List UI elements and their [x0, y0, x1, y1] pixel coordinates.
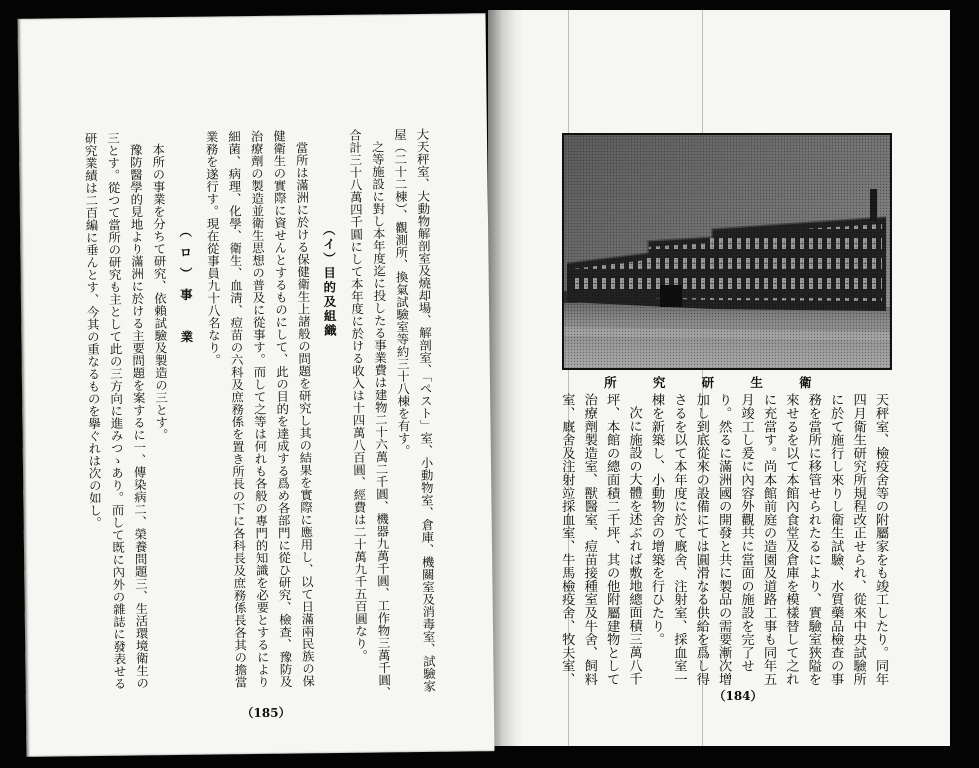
text-line: 月竣工し爰に內容外觀共に當面の施設を完了せ: [738, 393, 754, 673]
photo-caption-text: 衛生研究所: [604, 375, 848, 390]
photo-halftone: [564, 135, 890, 368]
text-line: 三とす。從つて當所の研究も主として此の三方向に進みつゝあり。而して既に內外の雜誌に發表せる: [105, 131, 128, 690]
text-line: 屋（二十二棟）、觀測所、換氣試驗室等約三十八棟を有す。: [392, 128, 412, 457]
text-line: 坪、本館の總面積二千坪、其の他附屬建物として: [604, 393, 620, 686]
section-heading: （ロ）事 業: [177, 224, 195, 352]
text-line: さるを以て本年度に於て廐舍、注射室、採血室一: [671, 393, 687, 686]
text-line: 合計三十八萬四千圓にして本年度に於ける收入は十四萬八百圓、經費は二十萬九千五百圓なり。: [347, 128, 369, 663]
text-line: 加し到底從來の設備にては圓滑なる供給を爲し得: [693, 393, 709, 686]
page-number: （184）: [713, 689, 763, 703]
section-heading: （イ）目的及組織: [321, 223, 338, 339]
text-line: 治療劑製造室、獸醫室、痘苗接種室及牛舍、飼料: [581, 393, 597, 686]
gutter-shadow: [488, 10, 524, 746]
text-line: 豫防醫學的見地より滿洲に於ける主要問題を案するに一、傳染病二、榮養問題三、生活環境衛生の: [128, 143, 150, 690]
text-line: 室、廐舍及注射竝採血室、牛馬檢疫舍、牧夫室、: [559, 393, 575, 686]
text-line: 四月衛生研究所規程改正せられ、從來中央試驗所: [850, 393, 866, 686]
text-line: に充當す。尚本館前庭の造園及道路工事も同年五: [760, 393, 776, 686]
text-line: に於て施行し來りし衛生試驗、水質藥品檢查の事: [828, 393, 844, 686]
text-line: り。然るに滿洲國の開發と共に製品の需要漸次增: [716, 393, 732, 686]
text-line: 當所は滿洲に於ける保健衛生上諸般の問題を研究し其の結果を實際に應用し、以て日滿兩民族の保: [294, 141, 316, 688]
text-line: 大天秤室、大動物解剖室及燒却場、解剖室、「ペスト」室、小動物室、倉庫、機關室及消毒室、試驗家: [414, 127, 437, 693]
building-photo: [562, 133, 892, 370]
text-line: 天秤室、檢疫舍等の附屬家をも竣工したり。同年: [873, 393, 888, 686]
text-line: 之等施設に對し本年度迄に投したる事業費は建物二十六萬二千圓、機器九萬千圓、工作物三萬千圓、: [370, 140, 392, 699]
body-text-185: [78, 128, 440, 706]
text-line: 治療劑の製造並衛生思想の普及に從事す。而して之等は何れも各般の專門的知識を必要とするにより: [248, 129, 271, 689]
text-line: 業務を遂行す。現在從事員九十八名なり。: [203, 130, 222, 367]
body-text-184: [555, 393, 891, 689]
text-line: 本所の事業を分ちて研究、依賴試驗及製造の三とす。: [150, 143, 170, 442]
photo-caption: [562, 376, 890, 390]
text-line: 棟を新築し、小動物舍の增築を行ひたり。: [648, 393, 664, 646]
text-line: 細菌、病理、化學、衛生、血淸、痘苗の六科及庶務係を置き所長の下に各科長及庶務係長各其の擔當: [226, 130, 249, 689]
page-185: [18, 13, 495, 757]
text-line: 健衛生の實際に資せんとするものにして、此の目的を達成する爲め各部門に從ひ研究、檢查、豫防及: [271, 129, 294, 688]
text-line: 次に施設の大體を述ぶれば敷地總面積三萬八千: [626, 406, 642, 686]
text-line: 來せるを以て本館內食堂及倉庫を模樣替して之れ: [783, 393, 799, 686]
text-line: 研究業績は二百編に垂んとす、今其の重なるものを擧ぐれは次の如し。: [82, 131, 103, 529]
page-184: [488, 10, 950, 746]
page-number: （185）: [241, 705, 291, 721]
text-line: 務を當所に移管せられたるにより、實驗室狹隘を: [805, 393, 821, 686]
building-photo-image: [564, 135, 890, 368]
